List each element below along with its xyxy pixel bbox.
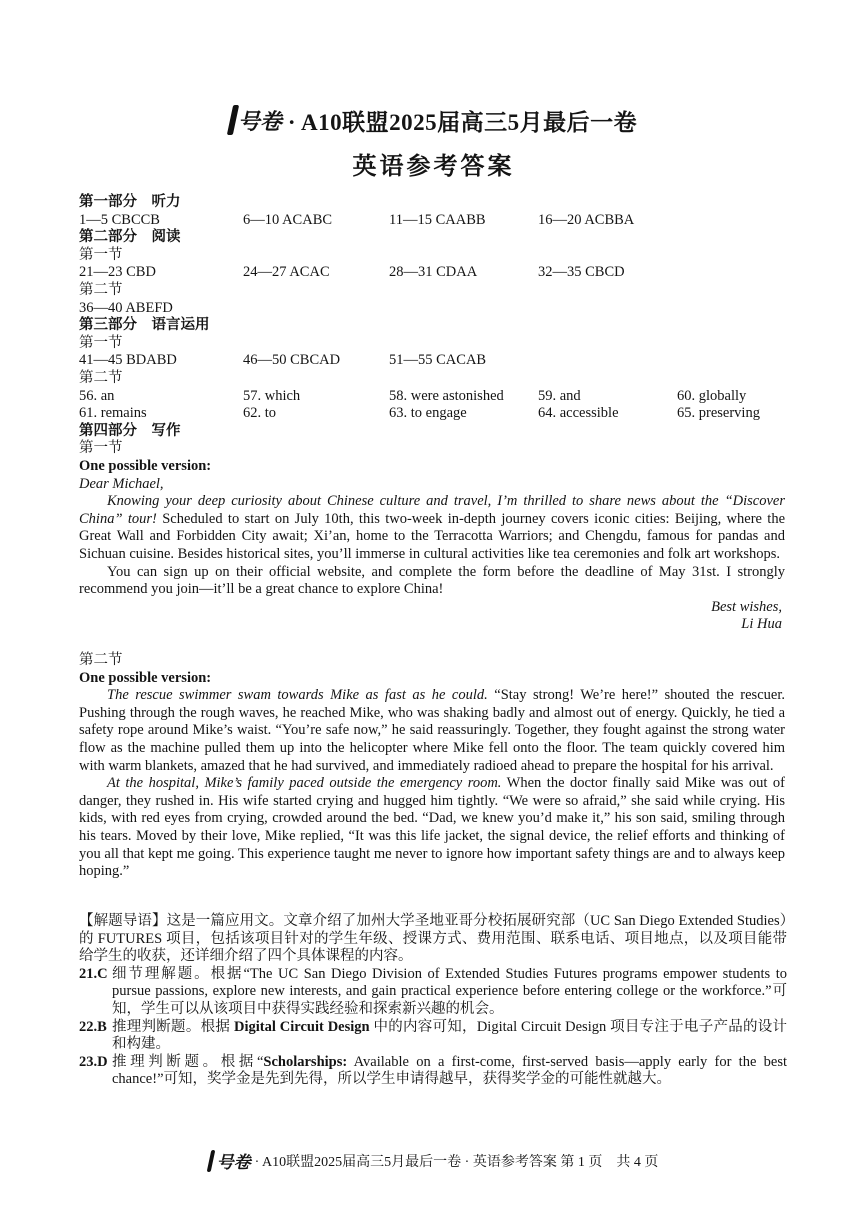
part1-answers <box>79 212 799 230</box>
answer-item: 58. were astonished <box>389 387 504 404</box>
answer-item: 59. and <box>538 387 581 404</box>
brand-logo <box>230 105 282 136</box>
explanation-text <box>112 1019 787 1054</box>
letter-paragraph-1 <box>79 493 785 563</box>
question-number: 21.C <box>79 965 108 982</box>
part2-title: 第二部分 阅读 <box>79 229 181 246</box>
answer-item: 62. to <box>243 405 277 422</box>
part3-section1-label: 第一节 <box>79 334 123 351</box>
explanation-text-part: 推理判断题。根据 <box>112 1018 234 1035</box>
question-number: 22.B <box>79 1018 107 1035</box>
answer-group: 1—5 CBCCB <box>79 211 160 228</box>
explanation-text-part: Available on a first-come, first-served basis—apply early for the best chance!”可知，奖学金是先到先得，所以学生申请得越早，获得奖学金的可能性就越大。 <box>112 1053 788 1088</box>
story-paragraph-2 <box>79 775 785 881</box>
part1-title: 第一部分 听力 <box>79 194 181 210</box>
explanation-text <box>112 1054 787 1089</box>
answer-group: 16—20 ACBBA <box>538 211 635 228</box>
explanation-text-part: 推理判断题。根据“ <box>112 1053 264 1070</box>
explanation-text-part: 中的内容可知，Digital Circuit Design 项目专注于电子产品的设计和构建。 <box>112 1018 788 1053</box>
explanation-text-part: 细节理解题。根据“The UC San Diego Division of Extended Studies Futures programs empower students to pursue passions, explore new interests, and gain practical experience before entering college or the workforce.”可知，学生可以从该项目中获得实践经验和探索新兴趣的机会。 <box>112 965 787 1017</box>
explanation-bold-term: Scholarships: <box>263 1053 348 1070</box>
story-paragraph-1 <box>79 687 785 775</box>
letter-salutation: Dear Michael, <box>79 475 164 492</box>
logo-text: 号卷 <box>237 108 282 134</box>
part2-section2-answers <box>79 300 799 318</box>
explanation-intro: 【解题导语】这是一篇应用文。文章介绍了加州大学圣地亚哥分校拓展研究部（UC San Diego Extended Studies）的 FUTURES 项目，包括该项目针对的学生年级、授课方式、费用范围、联系电话、项目地点，以及项目能带给学生的收获，还详细介绍了四个具体课程的内容。 <box>79 913 787 965</box>
explanation-item <box>79 966 787 1019</box>
answer-item: 56. an <box>79 387 115 404</box>
answer-item: 61. remains <box>79 405 147 422</box>
writing-section-2 <box>79 652 785 881</box>
version-label: One possible version: <box>79 669 212 686</box>
answer-group: 6—10 ACABC <box>243 211 333 228</box>
page-footer <box>0 1148 867 1173</box>
footer-text: · A10联盟2025届高三5月最后一卷 · 英语参考答案 第 1 页 共 4 页 <box>254 1154 659 1170</box>
answer-group: 28—31 CDAA <box>389 264 478 281</box>
paragraph-text: Scheduled to start on July 10th, this two-week in-depth journey covers iconic cities: Beijing, where the Great Wall and Forbidden City await; Xi’an, home to the Terracotta Warriors; and Chengdu, famous for pandas and Sichuan cuisine. Besides historical sites, you’ll immerse in cultural activities like tea ceremonies and folk art workshops. <box>79 510 786 562</box>
part4-title: 第四部分 写作 <box>79 422 181 439</box>
answer-group: 11—15 CAABB <box>389 211 486 228</box>
part3-section1-answers <box>79 352 799 370</box>
explanation-bold-term: Digital Circuit Design <box>234 1018 370 1035</box>
paragraph-italic-lead: The rescue swimmer swam towards Mike as fast as he could. <box>107 687 488 704</box>
title-line <box>0 100 867 140</box>
explanation-text <box>112 966 787 1019</box>
paragraph-italic-lead: Knowing your deep curiosity about Chinese culture and travel, I’m thrilled to share news about the “Discover China” tour! <box>79 493 785 527</box>
answer-group: 21—23 CBD <box>79 264 156 281</box>
question-number: 23.D <box>79 1053 108 1070</box>
part3-section2-answers-row2 <box>79 405 799 423</box>
answer-key <box>79 194 799 458</box>
answer-group: 41—45 BDABD <box>79 352 177 369</box>
paragraph-italic-lead: At the hospital, Mike’s family paced outside the emergency room. <box>107 775 502 792</box>
letter-closing: Best wishes, <box>711 598 782 615</box>
footer-logo-text: 号卷 <box>216 1153 251 1172</box>
part4-section1-label: 第一节 <box>79 440 123 457</box>
part3-title: 第三部分 语言运用 <box>79 317 210 334</box>
page-header <box>0 100 867 181</box>
part3-section2-label: 第二节 <box>79 369 123 386</box>
answer-item: 63. to engage <box>389 405 467 422</box>
answer-item: 60. globally <box>677 387 747 404</box>
writing-section-1 <box>79 458 785 634</box>
letter-signature: Li Hua <box>741 616 782 633</box>
page-title: · A10联盟2025届高三5月最后一卷 <box>287 109 638 135</box>
answer-group: 51—55 CACAB <box>389 352 487 369</box>
explanation-item <box>79 1054 787 1089</box>
answer-item: 65. preserving <box>677 405 760 422</box>
part2-section2-label: 第二节 <box>79 281 123 298</box>
part3-section2-answers-row1 <box>79 388 799 406</box>
answer-group: 24—27 ACAC <box>243 264 330 281</box>
part2-section1-answers <box>79 264 799 282</box>
answer-item: 64. accessible <box>538 405 619 422</box>
paragraph-text: “Stay strong! We’re here!” shouted the rescuer. Pushing through the rough waves, he reached Mike, who was shaking badly and almost out of energy. Quickly, he tied a safety rope around Mike’s waist. “You’re safe now,” he said reassuringly. Together, they fought against the strong water flow as the machine pulled them up into the helicopter where Mike fell onto the floor. The team quickly covered him with warm blankets, amazed that he had survived, and immediately radioed ahead to prepare the hospital for his arrival. <box>79 687 785 774</box>
answer-group: 46—50 CBCAD <box>243 352 341 369</box>
section-label: 第二节 <box>79 652 123 668</box>
logo-mark-icon <box>206 1150 215 1172</box>
explanations <box>79 913 787 1089</box>
answer-group: 36—40 ABEFD <box>79 299 173 316</box>
version-label: One possible version: <box>79 458 212 474</box>
answer-group: 32—35 CBCD <box>538 264 625 281</box>
part2-section1-label: 第一节 <box>79 246 123 263</box>
page-subtitle: 英语参考答案 <box>352 154 515 180</box>
explanation-item <box>79 1019 787 1054</box>
paragraph-text: When the doctor finally said Mike was out of danger, they rushed in. His wife started crying and hugged him tightly. “We were so afraid,” she said while crying. His kids, with red eyes from crying, crowded around the bed. “Dad, we knew you’d make it,” his son said, smiling through his tears. Moved by their love, Mike replied, “It was this life jacket, the signal device, the relief efforts and thinking of you all that kept me going. This experience taught me never to ignore how important safety things are and to always keep hoping.” <box>79 775 785 880</box>
answer-item: 57. which <box>243 387 301 404</box>
letter-paragraph-2: You can sign up on their official website, and complete the form before the deadline of May 31st. I strongly recommend you join—it’ll be a great chance to explore China! <box>79 563 785 598</box>
